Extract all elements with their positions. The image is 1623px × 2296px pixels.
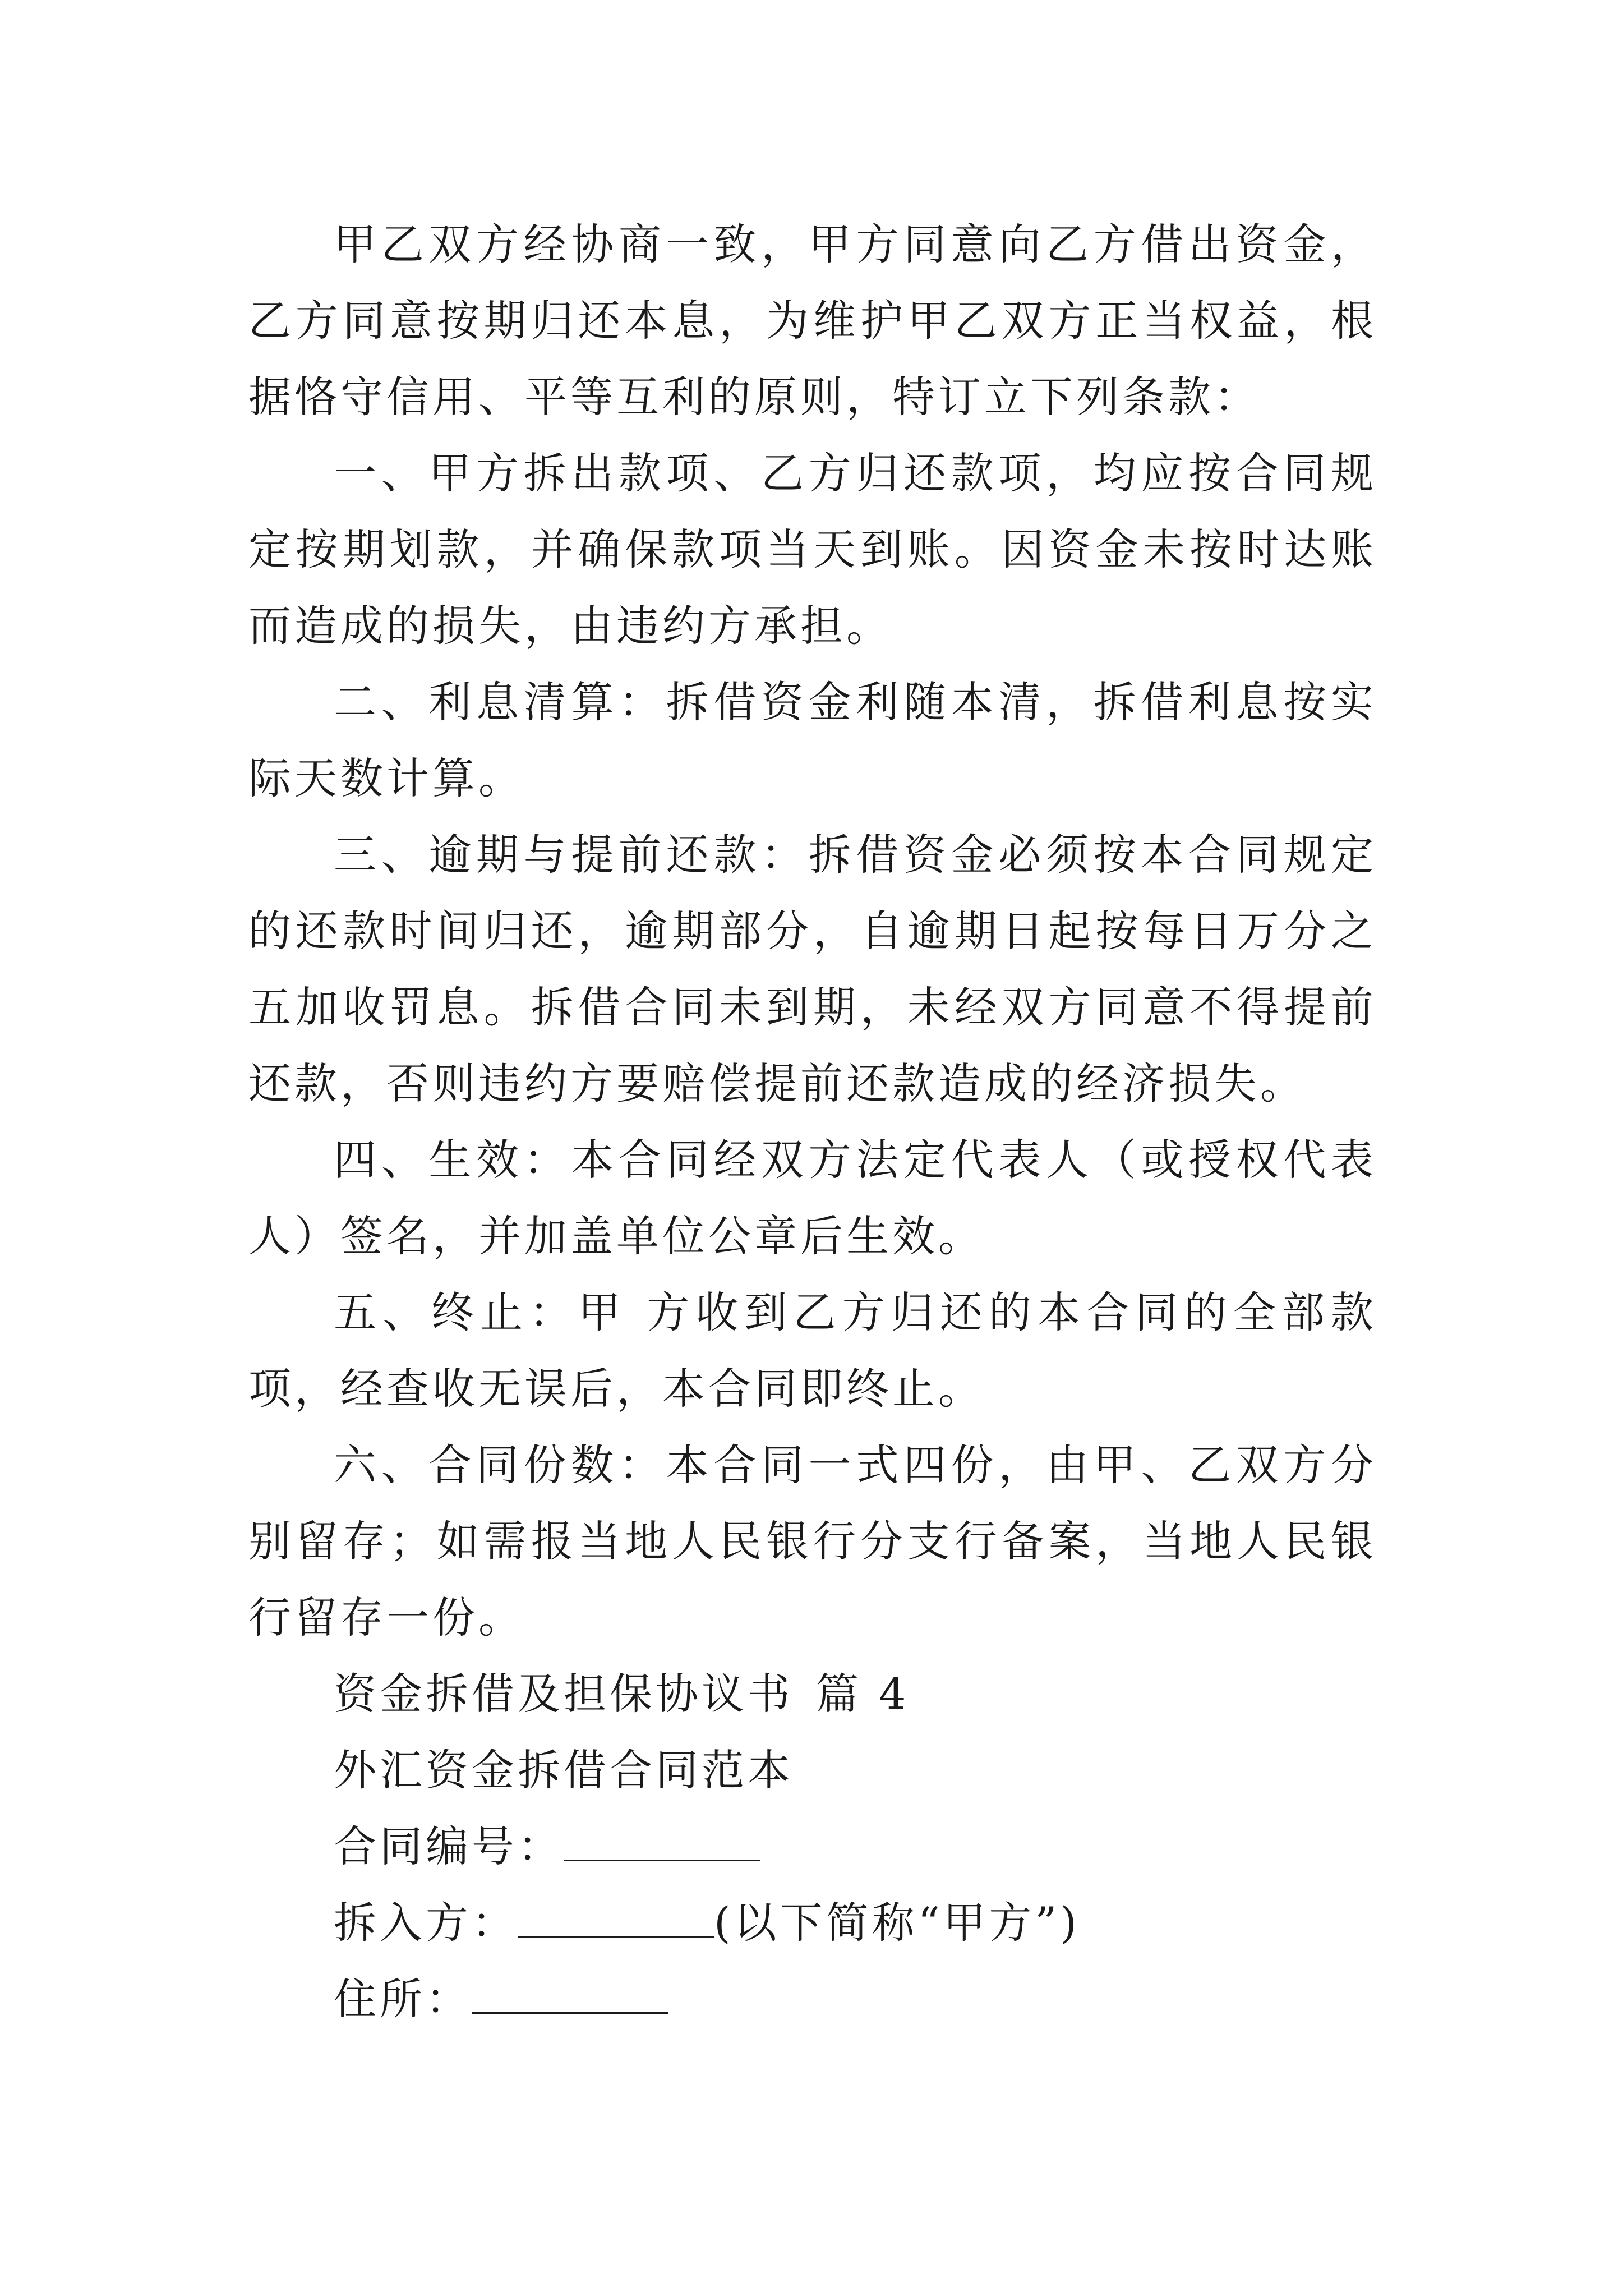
paragraph-preamble: 甲乙双方经协商一致，甲方同意向乙方借出资金，乙方同意按期归还本息，为维护甲乙双方正当权益，根据恪守信用、平等互利的原则，特订立下列条款： [248,219,1377,422]
address-blank [472,1973,668,2014]
borrower-blank [518,1897,714,1938]
borrower-suffix: (以下简称“甲方”) [714,1898,1081,1948]
section-title: 资金拆借及担保协议书 [334,1669,794,1719]
paragraph-clause-3: 三、逾期与提前还款：拆借资金必须按本合同规定的还款时间归还，逾期部分，自逾期日起按每日万分之五加收罚息。拆借合同未到期，未经双方同意不得提前还款，否则违约方要赔偿提前还款造成的经济损失。 [248,830,1377,1108]
borrower-line [248,1885,1377,1961]
paragraph-clause-6: 六、合同份数：本合同一式四份，由甲、乙双方分别留存；如需报当地人民银行分支行备案，当地人民银行留存一份。 [248,1440,1377,1642]
address-line [248,1961,1377,2037]
section-heading [248,1656,1377,1732]
address-label: 住所： [334,1974,472,2024]
contract-number-blank [564,1820,760,1861]
contract-number-label: 合同编号： [334,1821,564,1871]
contract-subtitle: 外汇资金拆借合同范本 [334,1745,794,1795]
contract-number-line [248,1809,1377,1885]
paragraph-clause-5: 五、终止：甲 方收到乙方归还的本合同的全部款项，经查收无误后，本合同即终止。 [248,1287,1377,1414]
paragraph-clause-4: 四、生效：本合同经双方法定代表人（或授权代表人）签名，并加盖单位公章后生效。 [248,1135,1377,1261]
section-number: 篇 4 [816,1669,910,1719]
borrower-label: 拆入方： [334,1898,518,1948]
paragraph-clause-1: 一、甲方拆出款项、乙方归还款项，均应按合同规定按期划款，并确保款项当天到账。因资金未按时达账而造成的损失，由违约方承担。 [248,448,1377,651]
paragraph-clause-2: 二、利息清算：拆借资金利随本清，拆借利息按实际天数计算。 [248,677,1377,803]
document-body [248,206,1377,2037]
